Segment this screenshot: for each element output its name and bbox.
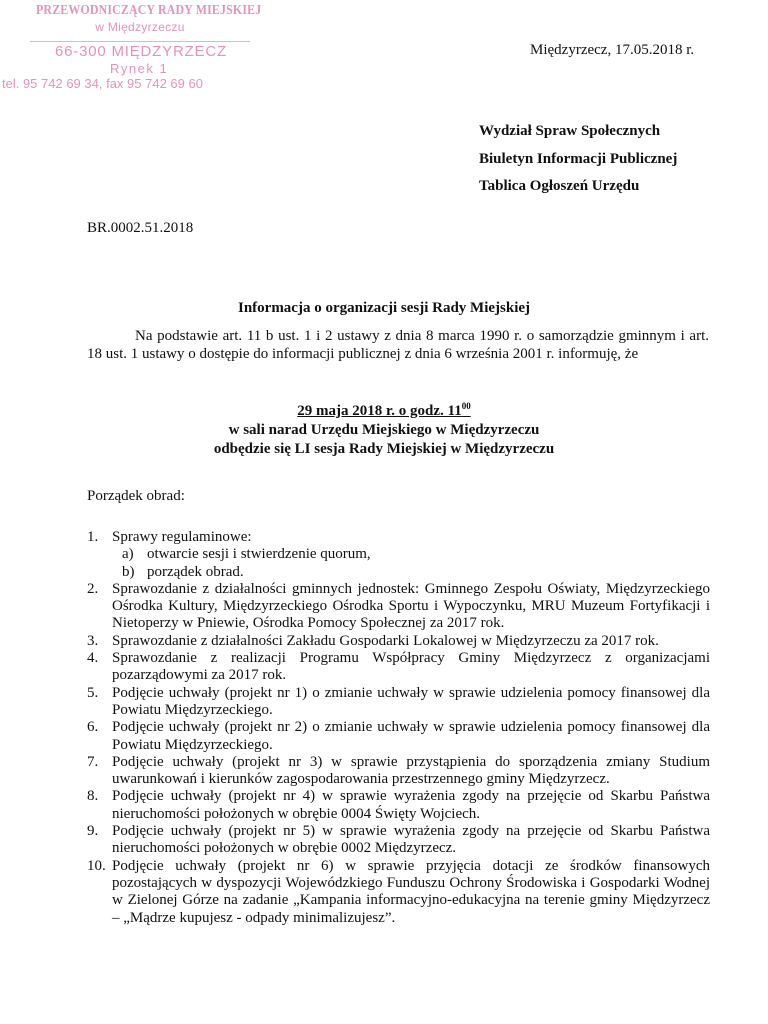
session-name: odbędzie się LI sesja Rady Miejskiej w Międzyrzeczu — [213, 441, 555, 457]
stamp-line-phone: tel. 95 742 69 34, fax 95 742 69 60 — [2, 76, 203, 91]
stamp-line-title: PRZEWODNICZĄCY RADY MIEJSKIEJ — [36, 2, 262, 17]
recipients-block — [479, 118, 677, 201]
agenda-list — [87, 529, 710, 927]
session-date-text: 29 maja 2018 r. o godz. 11 — [297, 403, 462, 419]
intro-text: Na podstawie art. 11 b ust. 1 i 2 ustawy z dnia 8 marca 1990 r. o samorządzie gminnym i art. 18 ust. 1 ustawy o dostępie do informacji publicznej z dnia 6 września 2001 r. informuję, że — [87, 328, 709, 362]
agenda-subitem-text: otwarcie sesji i stwierdzenie quorum, — [147, 546, 371, 563]
agenda-item-number: 6. — [87, 719, 99, 736]
agenda-item-text: Podjęcie uchwały (projekt nr 4) w sprawie wyrażenia zgody na przejęcie od Skarbu Państwa nieruchomości położonych w obrębie 0004 Święty Wojciech. — [112, 788, 710, 822]
session-date — [0, 397, 768, 421]
agenda-item — [87, 633, 710, 650]
agenda-item-number: 7. — [87, 753, 99, 770]
agenda-item-number: 9. — [87, 823, 99, 840]
stamp-line-street: Rynek 1 — [110, 61, 169, 76]
agenda-item — [87, 719, 710, 754]
agenda-item-text: Sprawy regulaminowe: — [112, 529, 252, 545]
agenda-item — [87, 529, 710, 581]
reference-number: BR.0002.51.2018 — [87, 220, 194, 236]
agenda-subitem — [112, 564, 710, 581]
recipient: Wydział Spraw Społecznych — [479, 123, 661, 139]
agenda-item-text: Podjęcie uchwały (projekt nr 5) w sprawie wyrażenia zgody na przejęcie od Skarbu Państwa nieruchomości położonych w obrębie 0002 Międzyrzecz. — [112, 823, 710, 857]
agenda-item-text: Podjęcie uchwały (projekt nr 1) o zmianie uchwały w sprawie udzielenia pomocy finansowej dla Powiatu Międzyrzeckiego. — [112, 684, 710, 718]
agenda-item — [87, 685, 710, 720]
agenda-subitem-letter: b) — [122, 563, 135, 580]
agenda-item-number: 4. — [87, 650, 99, 667]
agenda-subitem-letter: a) — [122, 546, 134, 563]
agenda-item-number: 5. — [87, 684, 99, 701]
agenda-item-number: 10. — [87, 857, 106, 874]
agenda-item-text: Podjęcie uchwały (projekt nr 2) o zmianie uchwały w sprawie udzielenia pomocy finansowej dla Powiatu Międzyrzeckiego. — [112, 719, 710, 753]
agenda-item — [87, 858, 710, 927]
agenda-item-text: Sprawozdanie z działalności gminnych jednostek: Gminnego Zespołu Oświaty, Międzyrzeckiego Ośrodka Kultury, Międzyrzeckiego Ośrodka Sportu i Wypoczynku, MRU Muzeum Fortyfikacji i Nietoperzy w Pniewie, Ośrodka Pomocy Społecznej za 2017 rok. — [112, 580, 710, 632]
agenda-item-number: 1. — [87, 529, 99, 545]
intro-paragraph — [87, 327, 709, 363]
agenda-label: Porządek obrad: — [87, 488, 185, 504]
session-place: w sali narad Urzędu Miejskiego w Międzyrzeczu — [228, 422, 540, 438]
place-and-date: Międzyrzecz, 17.05.2018 r. — [530, 42, 695, 58]
agenda-item-text: Sprawozdanie z działalności Zakładu Gospodarki Lokalowej w Międzyrzeczu za 2017 rok. — [112, 632, 659, 649]
recipient: Tablica Ogłoszeń Urzędu — [479, 178, 640, 194]
agenda-item — [87, 788, 710, 823]
agenda-item — [87, 581, 710, 633]
agenda-item — [87, 823, 710, 858]
agenda-item-number: 3. — [87, 632, 99, 649]
stamp-line-town: w Międzyrzeczu — [95, 20, 185, 34]
agenda-item-number: 2. — [87, 580, 99, 597]
agenda-item-text: Podjęcie uchwały (projekt nr 6) w sprawie przyjęcia dotacji ze środków finansowych pozostających w dyspozycji Wojewódzkiego Funduszu Ochrony Środowiska i Gospodarki Wodnej w Zielonej Górze na zadanie „Kampania informacyjno-edukacyjna na terenie gminy Międzyrzecz – „Mądrze kupujesz - odpady minimalizujesz”. — [112, 857, 710, 926]
agenda-item — [87, 754, 710, 789]
agenda-item-text: Sprawozdanie z realizacji Programu Współpracy Gminy Międzyrzecz z organizacjami pozarządowymi za 2017 rok. — [112, 650, 710, 684]
stamp-line-postcode: 66-300 MIĘDZYRZECZ — [55, 43, 227, 60]
agenda-item-number: 8. — [87, 788, 99, 805]
agenda-item — [87, 650, 710, 685]
stamp-divider — [30, 41, 250, 42]
agenda-subitem — [112, 546, 710, 563]
session-time-minutes: 00 — [461, 401, 471, 411]
recipient: Biuletyn Informacji Publicznej — [479, 150, 678, 167]
session-announcement — [0, 397, 768, 459]
official-stamp — [0, 0, 290, 100]
agenda-subitem-text: porządek obrad. — [147, 563, 244, 580]
document-title: Informacja o organizacji sesji Rady Miejskiej — [237, 300, 531, 316]
agenda-item-text: Podjęcie uchwały (projekt nr 3) w sprawie przystąpienia do sporządzenia zmiany Studium uwarunkowań i kierunków zagospodarowania przestrzennego gminy Międzyrzecz. — [112, 753, 710, 788]
